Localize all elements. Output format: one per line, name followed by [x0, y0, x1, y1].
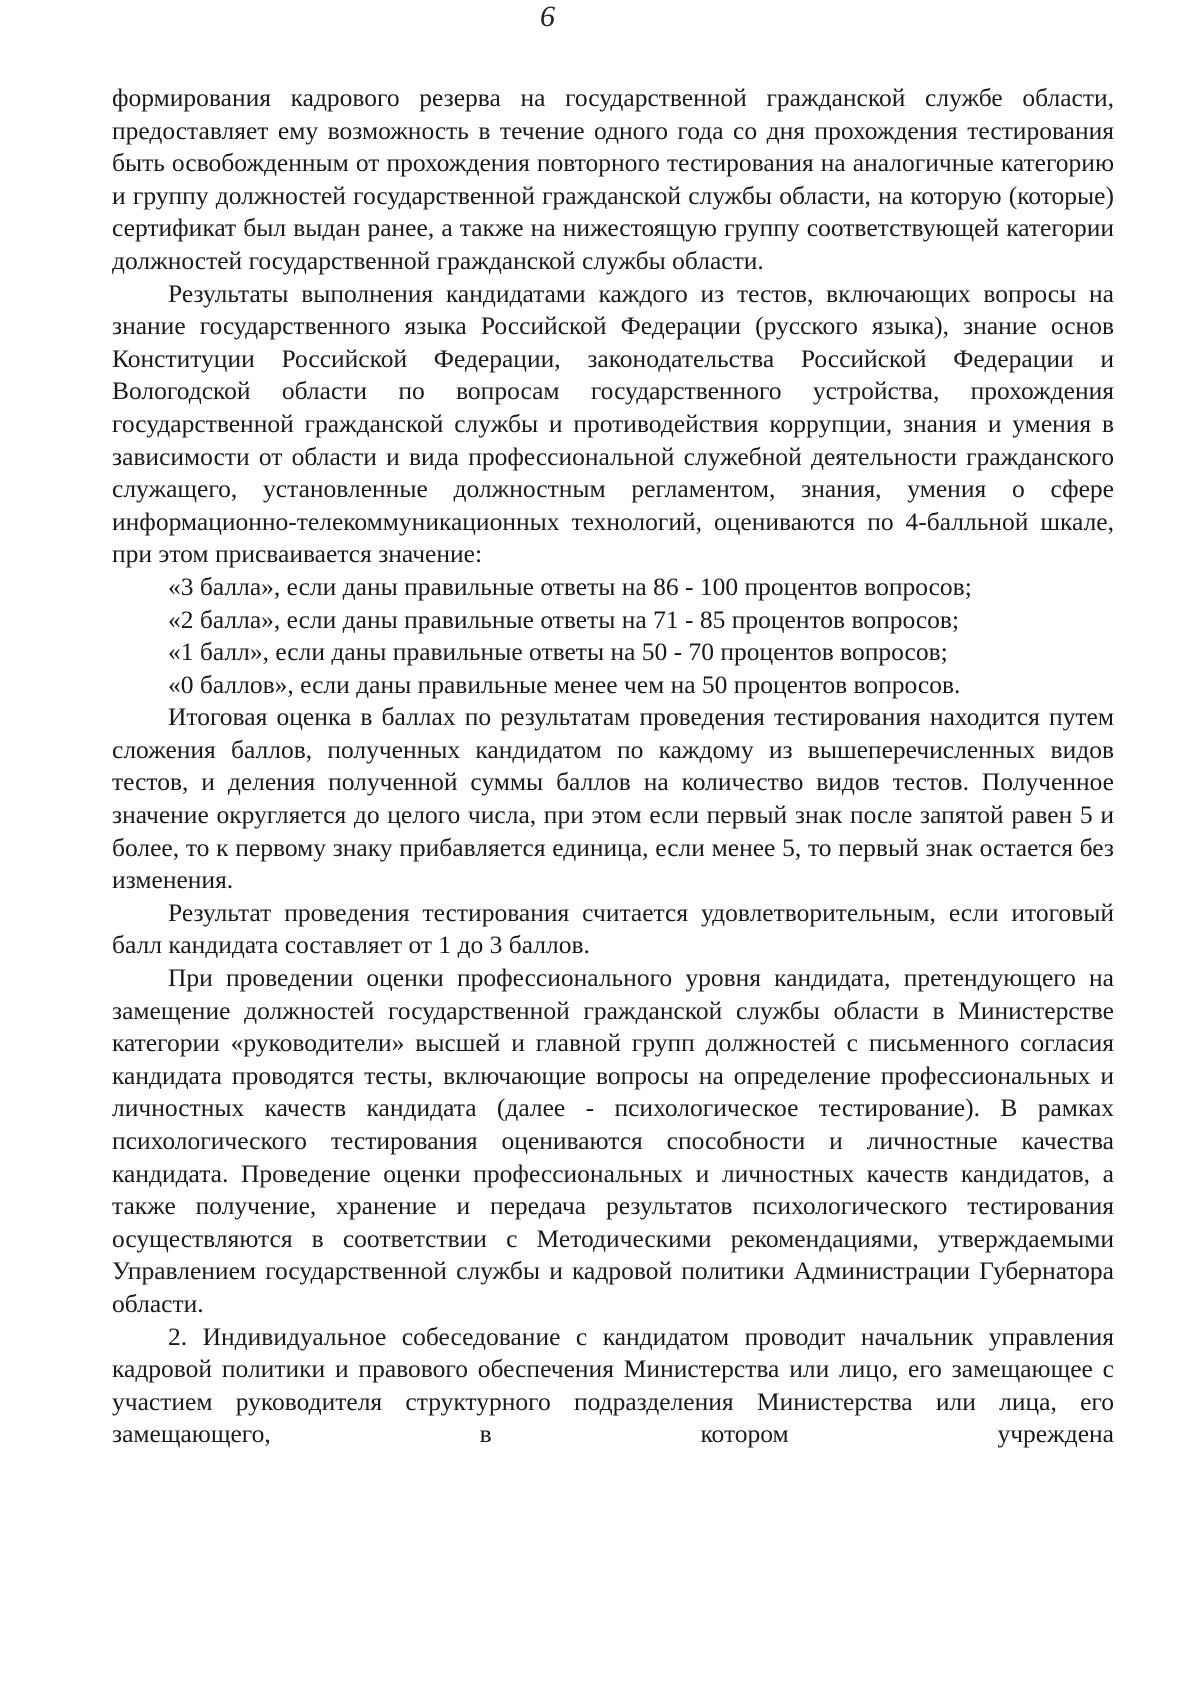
- score-item-1: «1 балл», если даны правильные ответы на 50 - 70 процентов вопросов;: [168, 637, 948, 667]
- paragraph-final-score: Итоговая оценка в баллах по результатам проведения тестирования находится путем сложения баллов, полученных кандидатом по каждому из вышеперечисленных видов тестов, и деления полученной суммы баллов на количество видов тестов. Полученное значение округляется до целого числа, при этом если первый знак после запятой равен 5 и более, то к первому знаку прибавляется единица, если менее 5, то первый знак остается без изменения.: [112, 702, 1114, 895]
- paragraph-continuation: формирования кадрового резерва на государственной гражданской службе области, предоставляет ему возможность в течение одного года со дня прохождения тестирования быть освобожденным от прохождения повторного тестирования на аналогичные категорию и группу должностей государственной гражданской службы области, на которую (которые) сертификат был выдан ранее, а также на нижестоящую группу соответствующей категории должностей государственной гражданской службы области.: [112, 83, 1114, 275]
- paragraph-test-results: Результаты выполнения кандидатами каждого из тестов, включающих вопросы на знание государственного языка Российской Федерации (русского языка), знание основ Конституции Российской Федерации, законодательства Российской Федерации и Вологодской области по вопросам государственного устройства, прохождения государственной гражданской службы и противодействия коррупции, знания и умения в зависимости от области и вида профессиональной служебной деятельности гражданского служащего, установленные должностным регламентом, знания, умения о сфере информационно-телекоммуникационных технологий, оцениваются по 4-балльной шкале, при этом присваивается значение:: [112, 278, 1114, 569]
- paragraph-interview: 2. Индивидуальное собеседование с кандидатом проводит начальник управления кадровой политики и правового обеспечения Министерства или лицо, его замещающее с участием руководителя структурного подразделения Министерства или лица, его замещающего, в котором учреждена: [112, 1321, 1114, 1449]
- page-number: 6: [540, 0, 555, 33]
- score-item-0: «0 баллов», если даны правильные менее чем на 50 процентов вопросов.: [168, 669, 961, 699]
- paragraph-satisfactory-result: Результат проведения тестирования считается удовлетворительным, если итоговый балл кандидата составляет от 1 до 3 баллов.: [112, 897, 1114, 960]
- score-item-2: «2 балла», если даны правильные ответы на 71 - 85 процентов вопросов;: [168, 604, 960, 634]
- score-item-3: «3 балла», если даны правильные ответы на 86 - 100 процентов вопросов;: [168, 571, 972, 601]
- paragraph-psychological-testing: При проведении оценки профессионального уровня кандидата, претендующего на замещение должностей государственной гражданской службы области в Министерстве категории «руководители» высшей и главной групп должностей с письменного согласия кандидата проводятся тесты, включающие вопросы на определение профессиональных и личностных качеств кандидата (далее - психологическое тестирование). В рамках психологического тестирования оцениваются способности и личностные качества кандидата. Проведение оценки профессиональных и личностных качеств кандидатов, а также получение, хранение и передача результатов психологического тестирования осуществляются в соответствии с Методическими рекомендациями, утверждаемыми Управлением государственной службы и кадровой политики Администрации Губернатора области.: [112, 963, 1114, 1318]
- document-body: [112, 82, 1114, 1451]
